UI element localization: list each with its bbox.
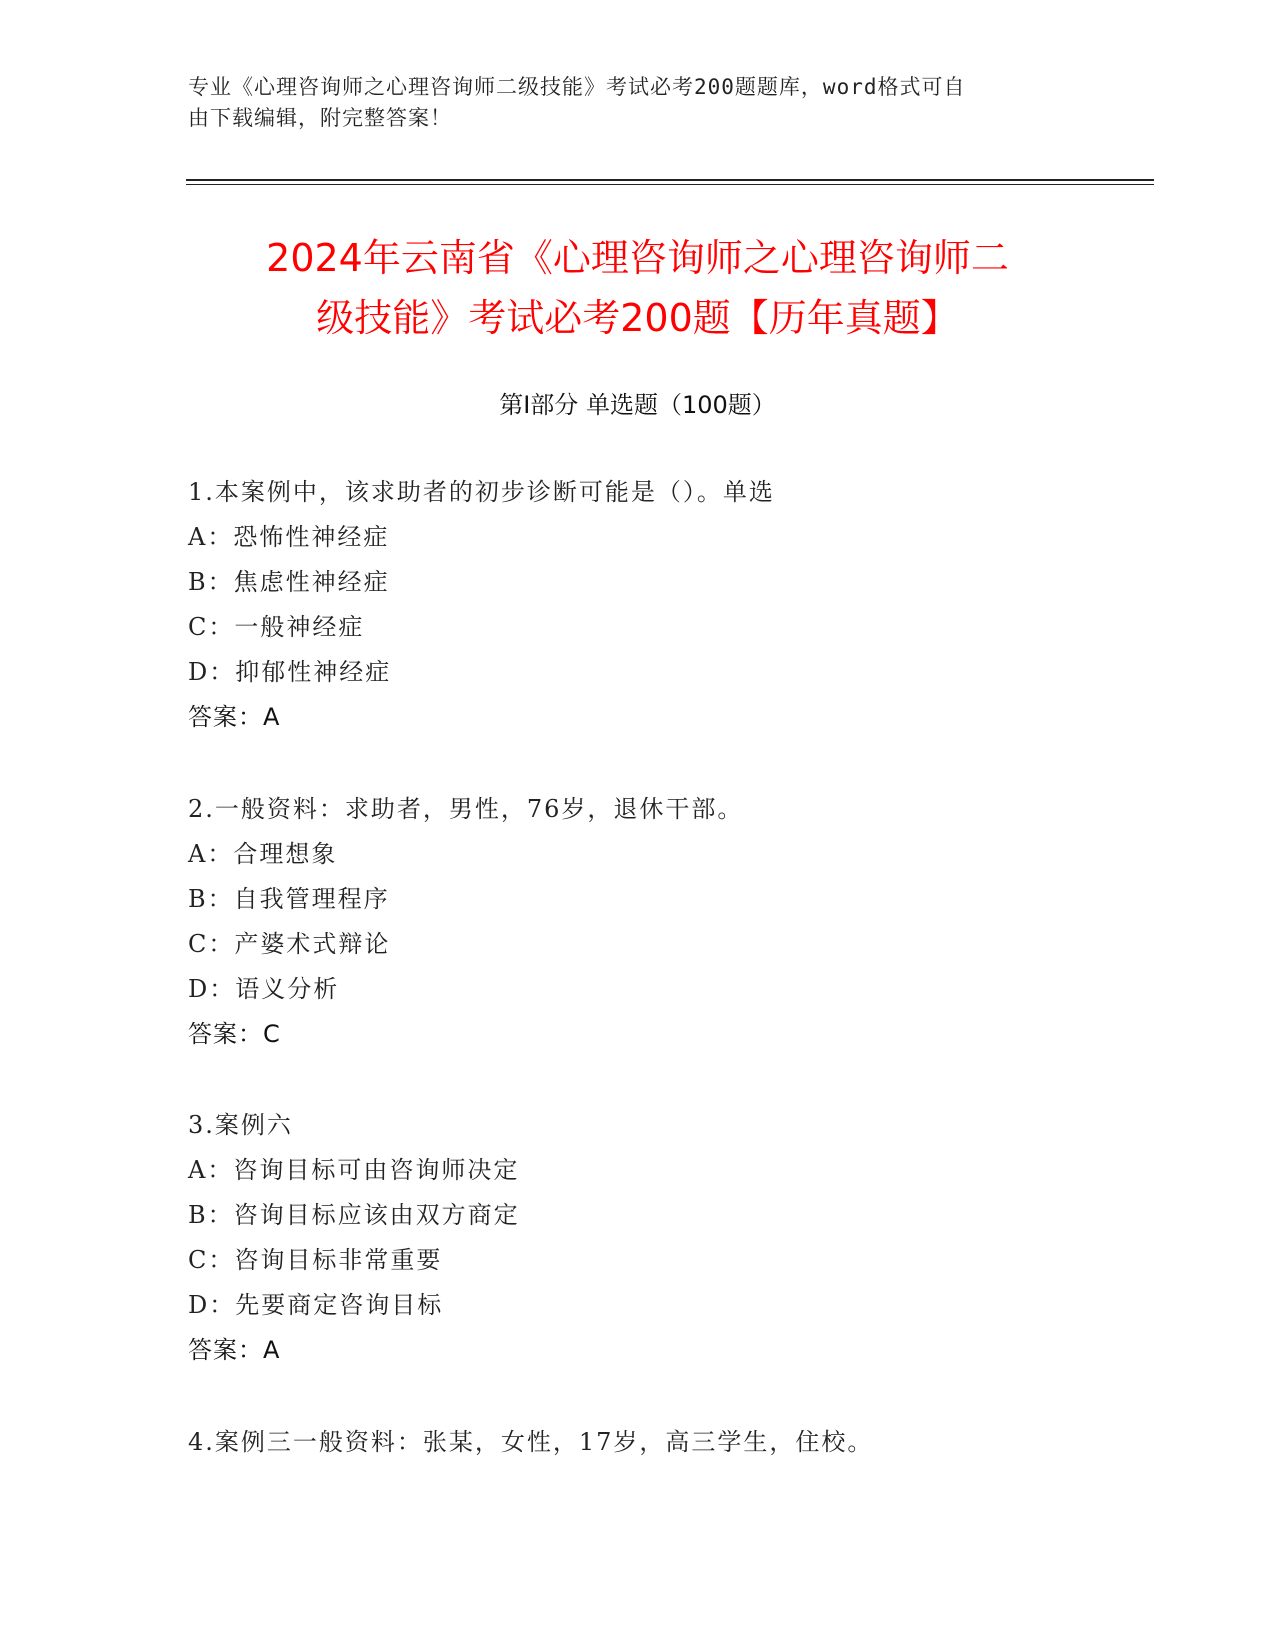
option-b: B：焦虑性神经症 <box>188 568 390 596</box>
option-b: B：咨询目标应该由双方商定 <box>188 1201 520 1229</box>
question-stem: 1.本案例中，该求助者的初步诊断可能是（）。单选 <box>188 478 775 506</box>
document-title-line-1: 2024年云南省《心理咨询师之心理咨询师二 <box>266 236 1009 280</box>
option-d: D：语义分析 <box>188 975 340 1003</box>
option-a: A：咨询目标可由咨询师决定 <box>188 1156 520 1184</box>
question-4 <box>188 1420 873 1465</box>
question-stem: 2.一般资料：求助者，男性，76岁，退休干部。 <box>188 795 744 823</box>
question-3 <box>188 1103 520 1373</box>
header-note-line-1: 专业《心理咨询师之心理咨询师二级技能》考试必考200题题库，word格式可自 <box>188 75 966 99</box>
option-d: D：抑郁性神经症 <box>188 658 392 686</box>
answer: 答案：A <box>188 1336 281 1364</box>
option-c: C：产婆术式辩论 <box>188 930 391 958</box>
question-2 <box>188 787 743 1057</box>
section-title: 第Ⅰ部分 单选题（100题） <box>499 391 776 419</box>
option-a: A：恐怖性神经症 <box>188 523 390 551</box>
header-divider-thick <box>186 179 1154 181</box>
header-divider-thin <box>186 184 1154 185</box>
option-b: B：自我管理程序 <box>188 885 390 913</box>
option-d: D：先要商定咨询目标 <box>188 1291 444 1319</box>
answer: 答案：C <box>188 1020 281 1048</box>
header-note-line-2: 由下载编辑，附完整答案！ <box>188 106 452 130</box>
answer: 答案：A <box>188 703 281 731</box>
header-note <box>188 72 1068 134</box>
question-1 <box>188 470 775 740</box>
question-stem: 3.案例六 <box>188 1111 293 1139</box>
option-c: C：咨询目标非常重要 <box>188 1246 443 1274</box>
option-c: C：一般神经症 <box>188 613 365 641</box>
question-stem: 4.案例三一般资料：张某，女性，17岁，高三学生，住校。 <box>188 1428 874 1456</box>
document-title-line-2: 级技能》考试必考200题【历年真题】 <box>316 296 959 340</box>
document-title <box>150 228 1125 348</box>
option-a: A：合理想象 <box>188 840 338 868</box>
